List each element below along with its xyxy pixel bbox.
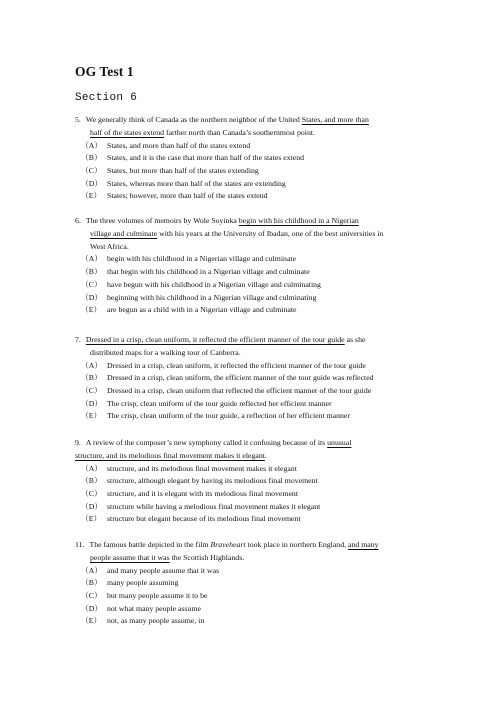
choice-letter: （C） — [81, 279, 102, 289]
choice-letter: （C） — [81, 489, 102, 498]
film-title: Braveheart — [210, 540, 246, 549]
answer-choice[interactable] — [75, 292, 423, 305]
choice-text: Dressed in a crisp, clean uniform, the efficient manner of the tour guide was reflected — [107, 373, 374, 383]
choice-text: begin with his childhood in a Nigerian village and culminate — [107, 254, 297, 264]
choice-letter: （C） — [81, 591, 102, 600]
choice-letter: （A） — [81, 565, 103, 575]
choice-letter: （B） — [81, 267, 102, 277]
section-heading: Section 6 — [75, 92, 138, 104]
question-5 — [75, 114, 423, 203]
underlined-text: half of the states extend — [90, 127, 165, 137]
underlined-text: unusual — [327, 438, 352, 447]
choice-text: but many people assume it to be — [107, 591, 208, 600]
answer-choice[interactable] — [75, 190, 423, 203]
underlined-text: and many — [348, 540, 379, 549]
choice-letter: （A） — [81, 254, 103, 264]
choice-letter: （D） — [81, 603, 103, 613]
underlined-text: begin with his childhood in a Nigerian — [238, 216, 359, 225]
answer-choice[interactable] — [75, 410, 423, 423]
stem-text: the Scottish Highlands. — [169, 552, 245, 562]
choice-letter: （C） — [81, 386, 102, 395]
answer-choice[interactable] — [75, 279, 423, 292]
question-number: 9. — [75, 438, 81, 447]
answer-choice[interactable] — [75, 615, 423, 628]
answer-choice[interactable] — [75, 385, 423, 398]
answer-choice[interactable] — [75, 398, 423, 411]
choice-letter: （E） — [81, 411, 102, 421]
answer-choice[interactable] — [75, 513, 423, 526]
choice-text: and many people assume that it was — [107, 565, 220, 575]
choice-text: Dressed in a crisp, clean uniform that reflected the efficient manner of the tour guide — [107, 386, 372, 395]
stem-text: A review of the composer’s new symphony called it confusing because of its — [85, 438, 328, 447]
stem-text: farther north than Canada’s southernmost point. — [164, 127, 315, 137]
choice-text: are begun as a child with in a Nigerian village and culminate — [107, 305, 297, 315]
choice-letter: （B） — [81, 153, 102, 163]
answer-choice[interactable] — [75, 501, 423, 514]
choice-letter: （E） — [81, 616, 102, 626]
answer-choice[interactable] — [75, 266, 423, 279]
answer-choice[interactable] — [75, 253, 423, 266]
underlined-text: States, and more than — [301, 115, 369, 124]
choice-text: that begin with his childhood in a Nigerian village and culminate — [107, 267, 310, 277]
question-7 — [75, 334, 423, 423]
choice-text: structure, although elegant by having its melodious final movement — [107, 476, 318, 486]
choice-text: structure while having a melodious final movement makes it elegant — [107, 501, 321, 511]
stem-text: took place in northern England, — [245, 540, 348, 549]
question-stem — [75, 539, 423, 565]
choice-letter: （C） — [81, 166, 102, 175]
answer-choice[interactable] — [75, 360, 423, 373]
choice-text: States, but more than half of the states extending — [107, 166, 259, 175]
stem-text: with his years at the University of Ibadan, one of the best universities in — [157, 228, 384, 238]
question-number: 7. — [75, 335, 81, 344]
choice-text: structure, and its melodious final movement makes it elegant — [107, 463, 297, 473]
answer-choice[interactable] — [75, 152, 423, 165]
stem-text: distributed maps for a walking tour of Canberra. — [90, 347, 241, 357]
stem-text: We generally think of Canada as the northern neighbor of the United — [85, 115, 302, 124]
question-stem — [75, 334, 423, 360]
answer-choice[interactable] — [75, 165, 423, 178]
question-9 — [75, 437, 423, 526]
stem-text: as she — [344, 335, 366, 344]
choice-text: not, as many people assume, in — [107, 616, 205, 626]
choice-letter: （D） — [81, 398, 103, 408]
answer-choice[interactable] — [75, 488, 423, 501]
question-6 — [75, 215, 423, 317]
choice-letter: （D） — [81, 501, 103, 511]
choice-letter: （E） — [81, 305, 102, 315]
answer-choice[interactable] — [75, 304, 423, 317]
answer-choice[interactable] — [75, 140, 423, 153]
answer-choice[interactable] — [75, 463, 423, 476]
choice-letter: （D） — [81, 178, 103, 188]
answer-choice[interactable] — [75, 475, 423, 488]
choice-text: States, and it is the case that more than half of the states extend — [107, 153, 305, 163]
choice-letter: （A） — [81, 360, 103, 370]
stem-text: The three volumes of memoirs by Wole Soyinka — [85, 216, 239, 225]
document-title: OG Test 1 — [75, 64, 134, 79]
choice-text: many people assuming — [107, 578, 179, 588]
choice-text: structure but elegant because of its melodious final movement — [107, 514, 301, 524]
question-number: 6. — [75, 216, 81, 225]
choice-text: have begun with his childhood in a Nigerian village and culminating — [107, 279, 321, 289]
question-number: 5. — [75, 115, 81, 124]
choice-letter: （A） — [81, 463, 103, 473]
choice-letter: （A） — [81, 140, 103, 150]
choice-letter: （B） — [81, 373, 102, 383]
answer-choice[interactable] — [75, 178, 423, 191]
choice-letter: （B） — [81, 476, 102, 486]
underlined-text: structure, and its melodious final movement makes it elegant — [75, 450, 265, 460]
choice-letter: （B） — [81, 578, 102, 588]
answer-choice[interactable] — [75, 565, 423, 578]
question-stem — [75, 215, 423, 253]
underlined-text: village and culminate — [90, 228, 158, 238]
choice-text: Dressed in a crisp, clean uniform, it reflected the efficient manner of the tour guide — [107, 360, 366, 370]
answer-choice[interactable] — [75, 577, 423, 590]
choice-letter: （E） — [81, 514, 102, 524]
choice-text: States, whereas more than half of the states are extending — [107, 178, 286, 188]
answer-choice[interactable] — [75, 590, 423, 603]
question-number: 11. — [75, 540, 85, 549]
answer-choice[interactable] — [75, 372, 423, 385]
choice-text: The crisp, clean uniform of the tour guide reflected her efficient manner — [107, 398, 332, 408]
choice-text: The crisp, clean uniform of the tour guide, a reflection of her efficient manner — [107, 411, 350, 421]
question-stem — [75, 114, 423, 140]
choice-text: States; however, more than half of the states extend — [107, 191, 268, 201]
choice-text: structure, and it is elegant with its melodious final movement — [107, 489, 298, 498]
question-11 — [75, 539, 423, 628]
choice-text: States, and more than half of the states extend — [107, 140, 251, 150]
underlined-text: people assume that it was — [90, 552, 170, 562]
choice-text: beginning with his childhood in a Nigerian village and culminating — [107, 292, 317, 302]
choice-text: not what many people assume — [107, 603, 201, 613]
stem-text: The famous battle depicted in the film — [89, 540, 211, 549]
choice-letter: （E） — [81, 191, 102, 201]
underlined-text: Dressed in a crisp, clean uniform, it reflected the efficient manner of the tour guide — [85, 335, 345, 344]
choice-letter: （D） — [81, 292, 103, 302]
stem-text: West Africa. — [90, 241, 129, 251]
stem-text: . — [264, 450, 267, 460]
question-stem — [75, 437, 423, 463]
answer-choice[interactable] — [75, 603, 423, 616]
